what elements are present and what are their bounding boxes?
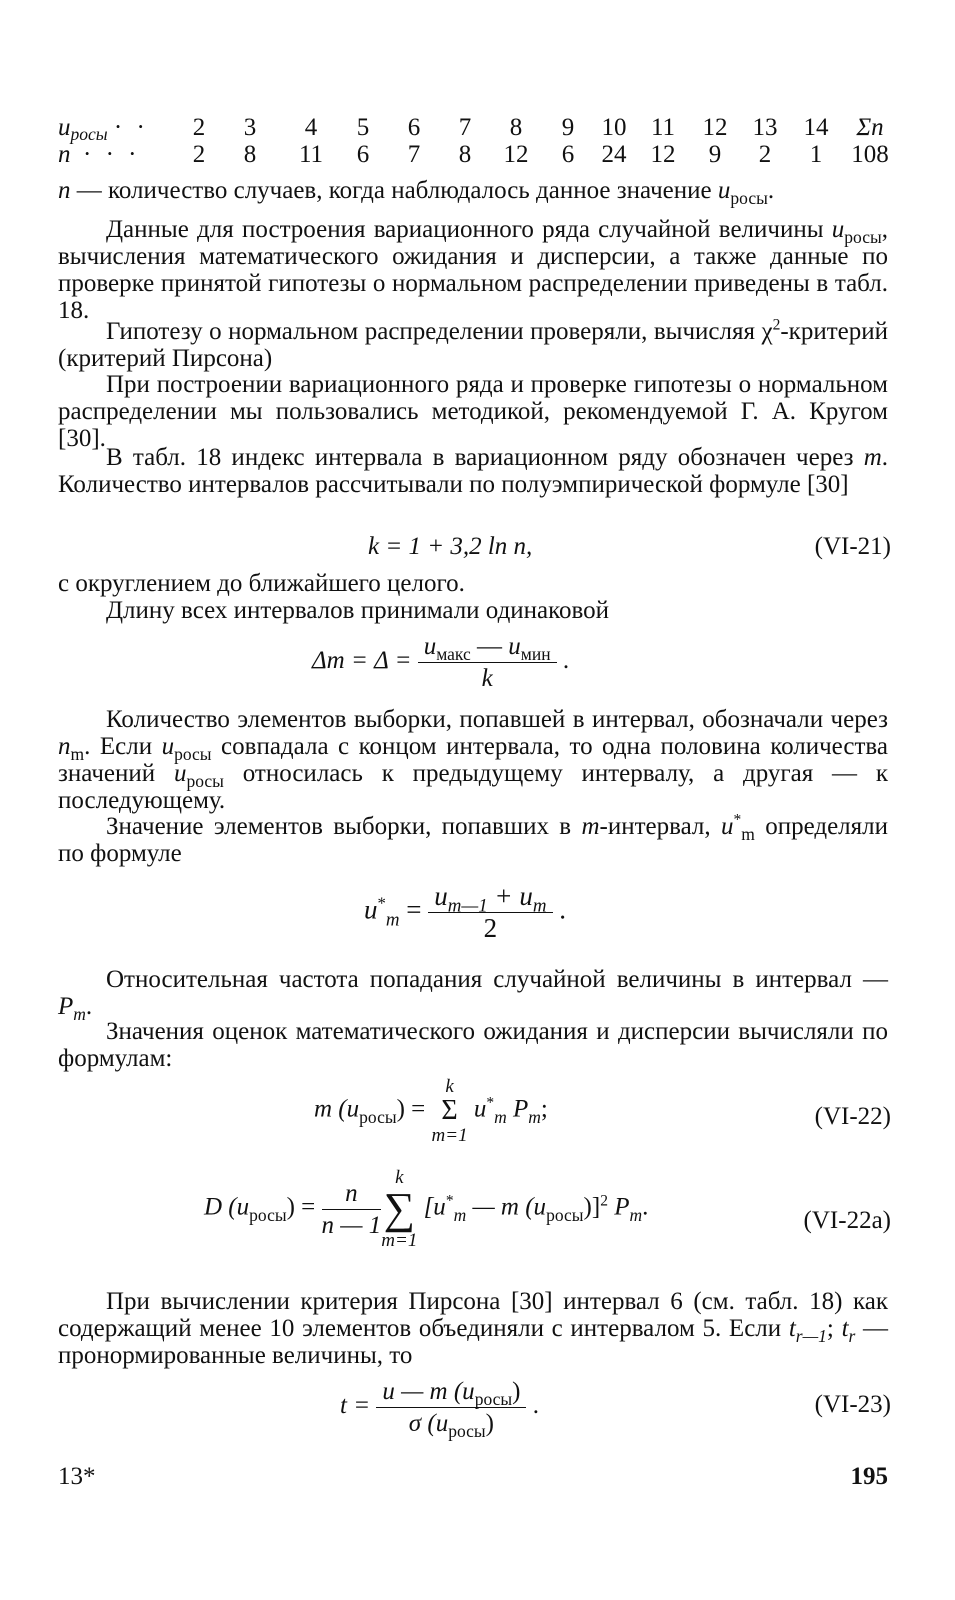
paragraph-8: Значение элементов выборки, попавших в m-интервал, $u^*_m$ определяли по формуле — [58, 811, 888, 867]
table-cell: 9 — [561, 114, 575, 141]
formula-vi-22: m $(u_{росы})$ = k Σ m=1 $u^*_m$ $P_m$; — [314, 1076, 548, 1146]
sum-symbol: k ∑ m=1 — [381, 1167, 418, 1251]
table-cell: 11 — [298, 141, 324, 168]
table-cell: 10 — [601, 114, 627, 141]
row-label-u: $u_{росы}$ · · — [58, 114, 149, 145]
table-cell: 8 — [509, 114, 523, 141]
table-cell: 2 — [192, 141, 206, 168]
table-cell: 14 — [803, 114, 829, 141]
signature-mark: 13* — [58, 1463, 96, 1490]
paragraph-11: При вычислении критерия Пирсона [30] интервал 6 (см. табл. 18) как содержащий менее 10 элементов объединяли с интервалом 5. Если $t_{r—1}$; $t_r$ — пронормированные величины, то — [58, 1288, 889, 1369]
paragraph-3: При построении вариационного ряда и проверке гипотезы о нормальном распределении мы пользовались методикой, рекомендуемой Г. А. Кругом [30]. — [58, 371, 888, 452]
formula-interval-midpoint: $u^*_m$ = $\frac{u_{m—1} + u_m}{2}$ . — [364, 881, 567, 943]
table-cell: 2 — [192, 114, 206, 141]
equation-number: (VI-22a) — [803, 1207, 891, 1234]
table-cell: 7 — [458, 114, 472, 141]
table-cell: 8 — [458, 141, 472, 168]
table-cell: 3 — [243, 114, 257, 141]
table-cell: 11 — [650, 114, 676, 141]
table-cell: Σn — [856, 114, 884, 141]
table-cell: 2 — [758, 141, 772, 168]
row-label-n: n · · · — [58, 141, 141, 168]
table-cell: 1 — [809, 141, 823, 168]
table-cell: 12 — [702, 114, 728, 141]
table-cell: 6 — [561, 141, 575, 168]
paragraph-9: Относительная частота попадания случайной величины в интервал — $P_m$. — [58, 966, 888, 1025]
table-legend: n — количество случаев, когда наблюдалось данное значение $u_{росы}$. — [58, 177, 775, 209]
table-cell: 8 — [243, 141, 257, 168]
table-cell: 4 — [304, 114, 318, 141]
table-cell: 24 — [601, 141, 627, 168]
page-number: 195 — [850, 1463, 888, 1490]
table-cell: 12 — [503, 141, 529, 168]
table-cell: 5 — [356, 114, 370, 141]
formula-vi-21: k = 1 + 3,2 ln n, — [368, 533, 533, 560]
paragraph-6: Длину всех интервалов принимали одинаковой — [106, 597, 610, 624]
paragraph-1: Данные для построения вариационного ряда случайной величины $u_{росы}$, вычисления математического ожидания и дисперсии, а также данные по проверке принятой гипотезы о нормальном распределении приведены в табл. 18. — [58, 216, 888, 324]
equation-number: (VI-22) — [814, 1103, 891, 1130]
paragraph-10: Значения оценок математического ожидания и дисперсии вычисляли по формулам: — [58, 1018, 888, 1072]
table-cell: 108 — [851, 141, 889, 168]
paragraph-7: Количество элементов выборки, попавшей в интервал, обозначали через $n_m$. Если $u_{росы}$ совпадала с концом интервала, то одна половина количества значений $u_{росы}$ относилась к предыдущему интервалу, а другая — к последующему. — [58, 706, 888, 814]
table-cell: 6 — [356, 141, 370, 168]
formula-vi-23: t = $\frac{u — m (u_{росы})}{\sigma (u_{росы})}$ . — [340, 1378, 539, 1442]
paragraph-2: Гипотезу о нормальном распределении проверяли, вычисляя $\chi^2$-критерий (критерий Пирсона) — [58, 316, 888, 372]
formula-interval-length: Δm = Δ = $\frac{u_{макс} — u_{мин}}{k}$ . — [312, 633, 570, 692]
equation-number: (VI-21) — [814, 533, 891, 560]
table-cell: 7 — [407, 141, 421, 168]
frequency-table — [58, 114, 898, 168]
table-row-u — [58, 114, 898, 145]
table-cell: 12 — [650, 141, 676, 168]
paragraph-4: В табл. 18 индекс интервала в вариационном ряду обозначен через m. Количество интервалов рассчитывали по полуэмпирической формуле [30] — [58, 444, 888, 498]
sum-symbol: k Σ m=1 — [431, 1076, 468, 1146]
table-cell: 13 — [752, 114, 778, 141]
table-row-n — [58, 141, 898, 168]
table-cell: 6 — [407, 114, 421, 141]
paragraph-5: с округлением до ближайшего целого. — [58, 570, 465, 597]
equation-number: (VI-23) — [814, 1391, 891, 1418]
table-cell: 9 — [708, 141, 722, 168]
formula-vi-22a: D $(u_{росы})$ = $\frac{n}{n — 1}$ k ∑ m=1 [$u^*_m$ — m $(u_{росы})]^2$ $P_m$. — [204, 1167, 649, 1251]
